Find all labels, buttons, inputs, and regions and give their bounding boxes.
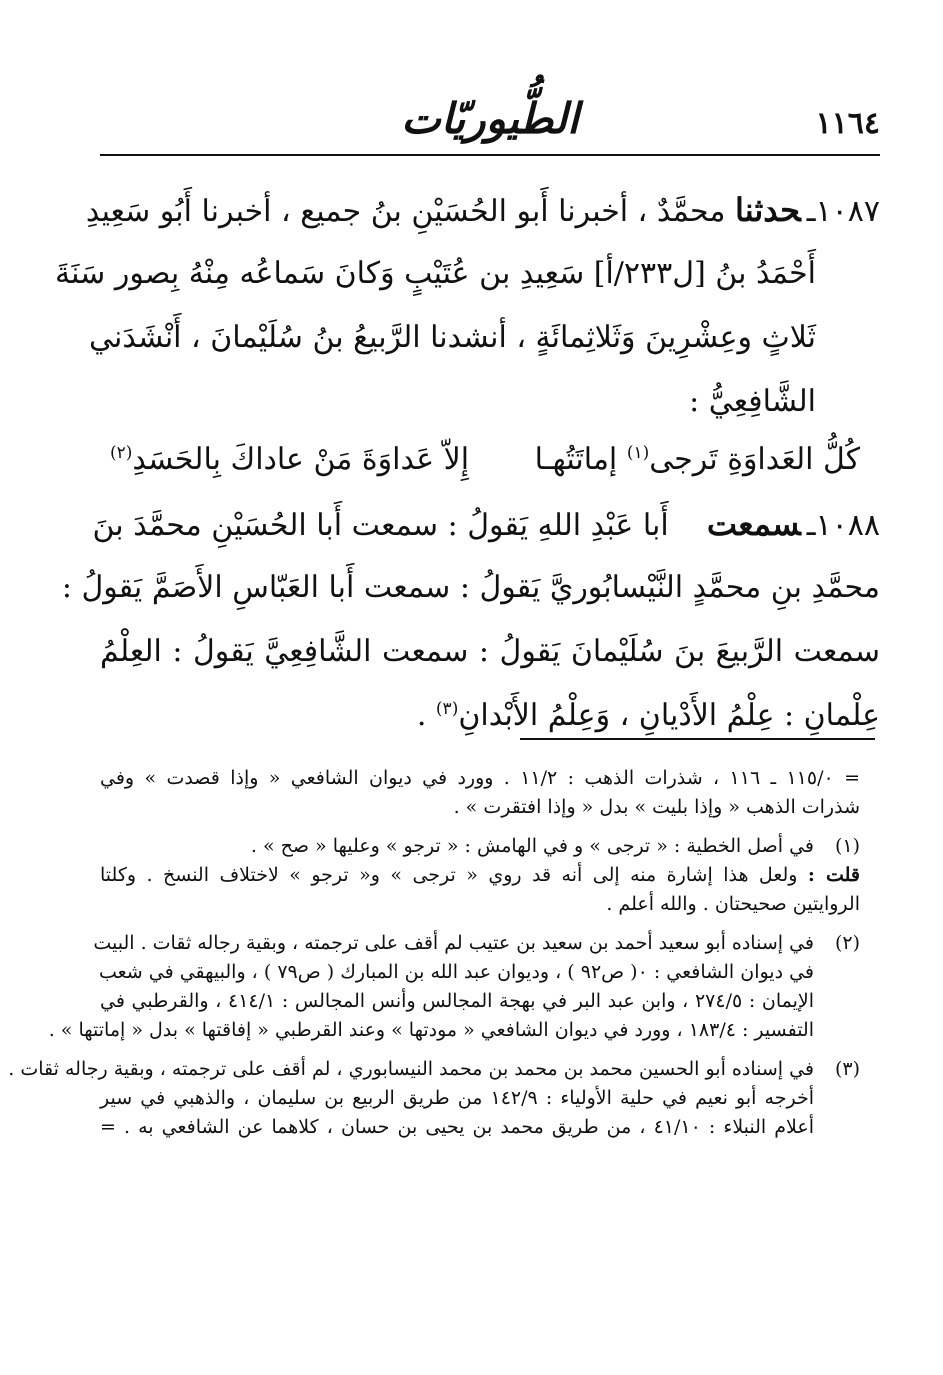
hadith-1088-line-1 [92,492,880,556]
footnote-line: التفسير : ١٨٣/٤ ، وورد في ديوان الشافعي « مودتها » وعند القرطبي « إفاقتها » بدل « إماتتها » . [48,1019,814,1041]
footnote-2 [48,929,860,1045]
verse-text: كُلُّ العَداوَةِ تَرجى [649,442,860,477]
footnote-marker: (٣) [834,1058,860,1080]
footnote-line: الإيمان : ٢٧٤/٥ ، وابن عبد البر في بهجة المجالس وأنس المجالس : ٤١٤/١ ، والقرطبي في [100,990,814,1012]
header-rule [100,154,880,156]
footnote-line: في أصل الخطية : « ترجى » و في الهامش : « ترجو » وعليها « صح » . [250,835,814,857]
verse-text: إِلاّ عَداوَةَ مَنْ عاداكَ بِالحَسَدِ [132,442,470,477]
text-segment: عِلْمانِ : عِلْمُ الأَدْيانِ ، وَعِلْمُ الأَبْدانِ [458,698,880,733]
footnote-line: أعلام النبلاء : ٤١/١٠ ، من طريق محمد بن يحيى بن حسان ، كلاهما عن الشافعي به . = [100,1116,814,1138]
end-mark: . [416,698,436,733]
hadith-keyword: حدثنا [734,191,801,229]
footnote-line: شذرات الذهب « وإذا بليت » بدل « وإذا افتقرت » . [453,796,860,818]
hadith-1087-line-1 [85,178,880,242]
hadith-1088-line-2: محمَّدِ بنِ محمَّدٍ النَّيْسابُوريَّ يَقولُ : سمعت أَبا العَبّاسِ الأَصَمَّ يَقولُ : [61,570,880,605]
hadith-1088-line-3: سمعت الرَّبيعَ بنَ سُلَيْمانَ يَقولُ : سمعت الشَّافِعِيَّ يَقولُ : العِلْمُ [100,634,880,669]
footnote-line: الروايتين صحيحتان . والله أعلم . [606,893,860,915]
footnote-marker: (٢) [834,932,860,954]
footnotes-section [8,764,860,1152]
page-number: ١١٦٤ [815,106,880,141]
poetry-verse [100,428,880,492]
footnote-3 [8,1055,860,1142]
main-text-continued [61,492,880,748]
verse-text: إماتَتُهـا [534,442,627,477]
text-segment: محمَّدٌ ، أخبرنا أَبو الحُسَيْنِ بنُ جميع ، أخبرنا أَبُو سَعِيدِ [85,194,726,229]
footnote-ref-2: (٢) [110,443,133,463]
page-header [100,92,880,150]
footnote-continuation [100,764,860,822]
qult-label: قلت : [807,864,860,886]
running-title: الطُّيوريّات [401,94,579,143]
text-segment: أَبا عَبْدِ اللهِ يَقولُ : سمعت أَبا الحُسَيْنِ محمَّدَ بنَ [92,508,669,543]
hadith-1087-line-2: أَحْمَدُ بنُ [ل٢٣٣/أ] سَعِيدِ بن عُتَيْبٍ وَكانَ سَماعُه مِنْهُ بِصور سَنَةَ [55,256,816,291]
verse-second-hemistich [110,428,469,492]
hadith-1087-line-3: ثَلاثٍ وعِشْرِينَ وَثَلاثِمائَةٍ ، أنشدنا الرَّبيعُ بنُ سُلَيْمانَ ، أَنْشَدَني [88,320,816,355]
footnote-rule [520,738,875,740]
verse-first-hemistich [535,428,860,492]
footnote-line: في إسناده أبو سعيد أحمد بن سعيد بن عتيب لم أقف على ترجمته ، وبقية رجاله ثقات . البيت [93,932,814,954]
footnote-line: = ١١٥/٠ ـ ١١٦ ، شذرات الذهب : ١١/٢ . وورد في ديوان الشافعي « وإذا قصدت » وفي [100,767,860,789]
footnote-text: ولعل هذا إشارة منه إلى أنه قد روي « ترجى » و« ترجو » لاختلاف النسخ . وكلتا [100,864,808,886]
hadith-number: ١٠٨٧ـ [806,194,880,229]
hadith-1087-line-4: الشَّافِعِيُّ : [689,384,816,419]
main-text [55,178,880,434]
hadith-number: ١٠٨٨ـ [806,508,880,543]
footnote-marker: (١) [834,835,860,857]
footnote-line: أخرجه أبو نعيم في حلية الأولياء : ١٤٢/٩ من طريق الربيع بن سليمان ، والذهبي في سير [100,1087,814,1109]
hadith-keyword: سمعت [706,505,801,543]
footnote-ref-1: (١) [626,443,650,463]
footnote-1 [100,832,860,919]
footnote-line: في إسناده أبو الحسين محمد بن محمد بن محمد النيسابوري ، لم أقف على ترجمته ، وبقية رجاله ثقات . [8,1058,814,1080]
footnote-ref-3: (٣) [435,699,459,719]
footnote-line: في ديوان الشافعي : ٠( ص٩٢ ) ، وديوان عبد الله بن المبارك ( ص٧٩ ) ، والبيهقي في شعب [98,961,814,983]
footnote-line [100,861,860,890]
